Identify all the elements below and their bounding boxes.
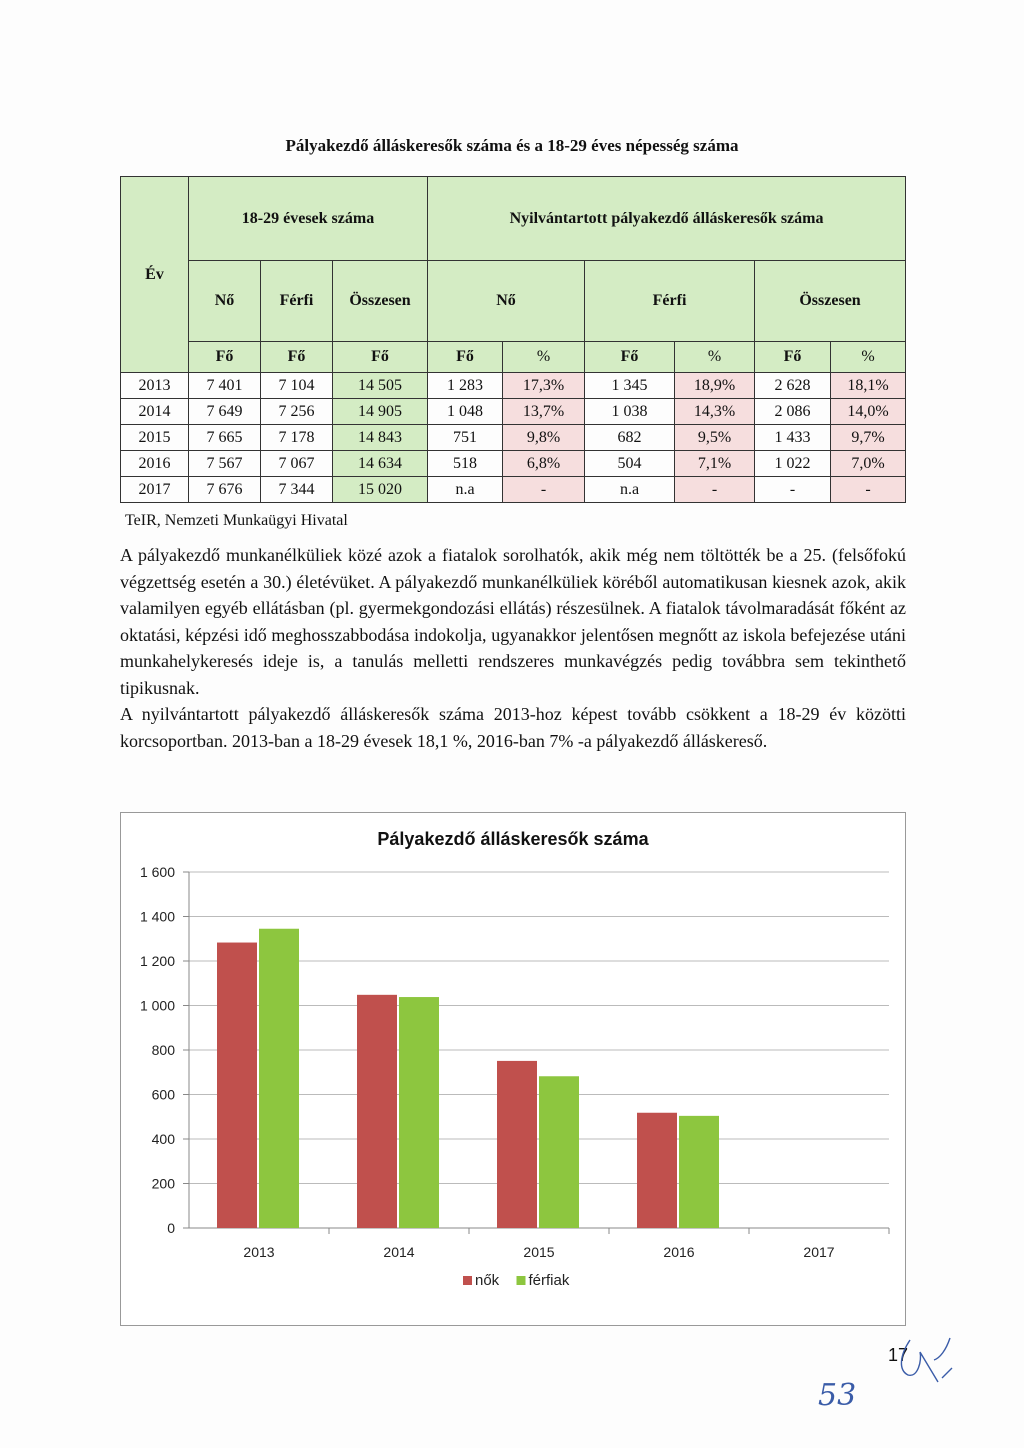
bar (637, 1113, 677, 1228)
table-cell: 7 344 (261, 477, 333, 503)
sub-header: Nő (189, 261, 261, 342)
table-cell: 14 505 (333, 373, 428, 399)
table-cell: 1 048 (428, 399, 503, 425)
data-table (120, 176, 906, 503)
table-cell: 7,1% (675, 451, 755, 477)
table-cell: 1 283 (428, 373, 503, 399)
chart-title: Pályakezdő álláskeresők száma (377, 829, 649, 849)
table-cell: - (675, 477, 755, 503)
year-cell: 2015 (121, 425, 189, 451)
bar (399, 997, 439, 1228)
table-cell: 2 086 (755, 399, 831, 425)
unit-header: % (831, 342, 906, 373)
table-cell: 7 665 (189, 425, 261, 451)
unit-header: Fő (585, 342, 675, 373)
table-cell: 7 067 (261, 451, 333, 477)
table-row (121, 451, 906, 477)
y-tick-label: 1 400 (139, 908, 175, 925)
table-cell: 9,5% (675, 425, 755, 451)
legend-swatch (463, 1276, 472, 1285)
year-cell: 2016 (121, 451, 189, 477)
table-cell: 518 (428, 451, 503, 477)
table-title: Pályakezdő álláskeresők száma és a 18-29 éves népesség száma (285, 136, 739, 155)
y-tick-label: 400 (151, 1131, 175, 1147)
unit-header: % (503, 342, 585, 373)
table-cell: 1 038 (585, 399, 675, 425)
y-tick-label: 0 (167, 1220, 175, 1236)
table-row (121, 399, 906, 425)
table-cell: 504 (585, 451, 675, 477)
table-cell: 17,3% (503, 373, 585, 399)
sub-header: Összesen (333, 261, 428, 342)
y-tick-label: 200 (151, 1175, 175, 1192)
table-cell: 14 634 (333, 451, 428, 477)
bar (357, 995, 397, 1228)
x-tick-label: 2017 (803, 1244, 835, 1260)
table-cell: 7 256 (261, 399, 333, 425)
year-header: Év (121, 177, 189, 373)
paragraph: A nyilvántartott pályakezdő álláskeresők száma 2013-hoz képest tovább csökkent a 18-29 év közötti korcsoportban. 2013-ban a 18-29 évesek 18,1 %, 2016-ban 7% -a pályakezdő álláskereső. (120, 704, 906, 751)
table-cell: 7 401 (189, 373, 261, 399)
registered-group-header: Nyilvántartott pályakezdő álláskeresők száma (428, 177, 906, 261)
table-cell: 1 433 (755, 425, 831, 451)
year-cell: 2017 (121, 477, 189, 503)
table-source: TeIR, Nemzeti Munkaügyi Hivatal (125, 512, 348, 529)
table-cell: 7,0% (831, 451, 906, 477)
sub-header: Nő (428, 261, 585, 342)
table-cell: 13,7% (503, 399, 585, 425)
table-cell: 14,3% (675, 399, 755, 425)
table-cell: 14 843 (333, 425, 428, 451)
y-tick-label: 600 (151, 1086, 175, 1103)
legend-swatch (517, 1276, 526, 1285)
body-text (120, 542, 906, 754)
y-tick-label: 1 000 (139, 997, 175, 1014)
x-tick-label: 2015 (523, 1244, 555, 1260)
bar (259, 929, 299, 1228)
paragraph: A pályakezdő munkanélküliek közé azok a fiatalok sorolhatók, akik még nem töltötték be a 25. (felsőfokú végzettség esetén a 30.) életévüket. A pályakezdő munkanélküliek köréből automatikusan kiesnek azok, akik valamilyen egyéb ellátásban (pl. gyermekgondozási ellátás) részesülnek. A fiatalok távolmaradását főként az oktatási, képzési idő meghosszabbodása indokolja, ugyanakkor jelentősen megnőtt az iskola befejezése utáni munkahelykeresés ideje is, a tanulás melletti rendszeres munkavégzés pedig továbbra sem tekinthető tipikusnak. (120, 545, 906, 698)
table-cell: n.a (585, 477, 675, 503)
table-cell: n.a (428, 477, 503, 503)
table-cell: 7 178 (261, 425, 333, 451)
legend-label: nők (475, 1272, 500, 1289)
table-row (121, 425, 906, 451)
x-tick-label: 2016 (663, 1244, 695, 1260)
table-cell: - (755, 477, 831, 503)
table-cell: 14 905 (333, 399, 428, 425)
table-cell: 14,0% (831, 399, 906, 425)
sub-header: Összesen (755, 261, 906, 342)
sub-header: Férfi (585, 261, 755, 342)
table-cell: 7 649 (189, 399, 261, 425)
y-tick-label: 1 200 (139, 953, 175, 969)
table-cell: 9,8% (503, 425, 585, 451)
bar (679, 1116, 719, 1228)
bar-chart (121, 813, 905, 1325)
table-cell: - (831, 477, 906, 503)
sub-header: Férfi (261, 261, 333, 342)
population-group-header: 18-29 évesek száma (189, 177, 428, 261)
x-tick-label: 2013 (243, 1244, 275, 1260)
bar (217, 943, 257, 1228)
year-cell: 2014 (121, 399, 189, 425)
legend-label: férfiak (528, 1272, 570, 1289)
table-cell: 751 (428, 425, 503, 451)
handwritten-page-number: 53 (818, 1378, 857, 1413)
unit-header: Fő (755, 342, 831, 373)
bar (497, 1061, 537, 1228)
table-cell: 15 020 (333, 477, 428, 503)
unit-header: Fő (189, 342, 261, 373)
y-tick-label: 1 600 (139, 864, 175, 880)
table-cell: 1 345 (585, 373, 675, 399)
table-cell: 1 022 (755, 451, 831, 477)
unit-header: Fő (333, 342, 428, 373)
table-cell: 7 104 (261, 373, 333, 399)
table-cell: 18,9% (675, 373, 755, 399)
table-cell: 9,7% (831, 425, 906, 451)
table-cell: 18,1% (831, 373, 906, 399)
table-cell: 682 (585, 425, 675, 451)
y-tick-label: 800 (151, 1042, 175, 1058)
table-cell: 7 567 (189, 451, 261, 477)
signature-mark (890, 1330, 960, 1390)
unit-header: Fő (428, 342, 503, 373)
table-row (121, 373, 906, 399)
x-tick-label: 2014 (383, 1244, 415, 1260)
table-cell: 2 628 (755, 373, 831, 399)
year-cell: 2013 (121, 373, 189, 399)
table-cell: 6,8% (503, 451, 585, 477)
chart-frame (120, 812, 906, 1326)
table-row (121, 477, 906, 503)
bar (539, 1076, 579, 1228)
table-cell: 7 676 (189, 477, 261, 503)
page-number: 17 (888, 1345, 909, 1365)
unit-header: % (675, 342, 755, 373)
table-cell: - (503, 477, 585, 503)
unit-header: Fő (261, 342, 333, 373)
